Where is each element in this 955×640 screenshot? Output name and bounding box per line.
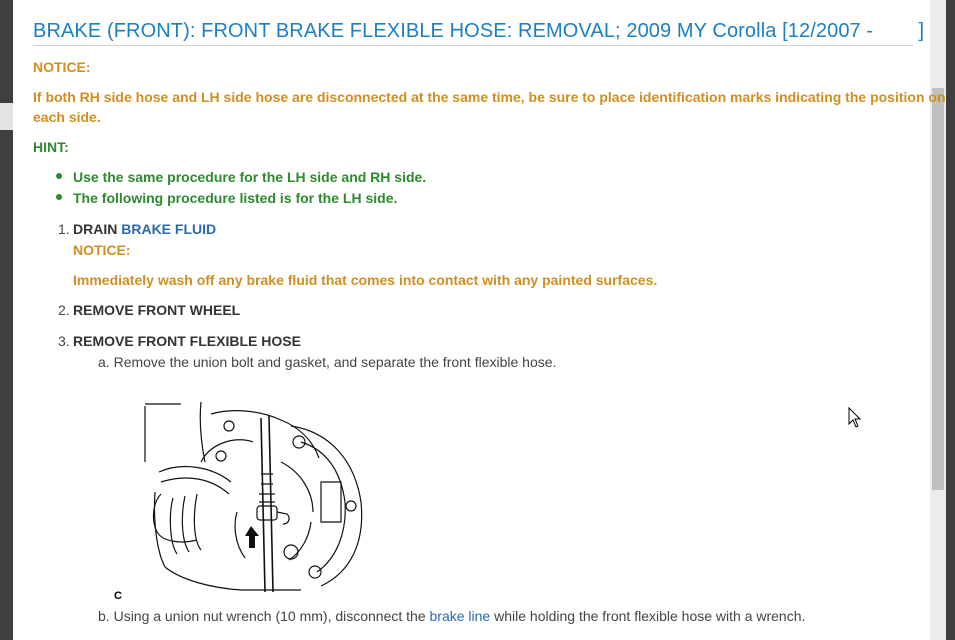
step-2-number: 2. <box>58 302 70 318</box>
substep-a-letter: a. <box>98 354 110 370</box>
substep-a-text: Remove the union bolt and gasket, and separate the front flexible hose. <box>113 354 557 370</box>
hint-item-2: The following procedure listed is for the LH side. <box>73 190 398 206</box>
brake-caliper-illustration <box>141 402 373 594</box>
step-1-number: 1. <box>58 221 70 237</box>
notice-text-line2: each side. <box>33 109 101 125</box>
step-1 <box>73 221 216 237</box>
brake-line-link[interactable]: brake line <box>429 608 491 624</box>
substep-a <box>98 354 556 370</box>
step-2-title: REMOVE FRONT WHEEL <box>73 302 241 318</box>
notice-label: NOTICE: <box>33 59 91 75</box>
notice-text-line1: If both RH side hose and LH side hose are disconnected at the same time, be sure to place identification marks indicating the position on <box>33 89 946 105</box>
mouse-cursor-icon <box>848 407 862 429</box>
document-content <box>13 0 946 640</box>
page-title: BRAKE (FRONT): FRONT BRAKE FLEXIBLE HOSE: REMOVAL; 2009 MY Corolla [12/2007 - ] <box>33 20 913 46</box>
substep-b <box>98 608 805 624</box>
frame-notch <box>0 103 13 130</box>
hint-item-1: Use the same procedure for the LH side and RH side. <box>73 169 427 185</box>
step-3-number: 3. <box>58 333 70 349</box>
substep-b-text-after: while holding the front flexible hose with a wrench. <box>494 608 806 624</box>
brake-fluid-link[interactable]: BRAKE FLUID <box>121 221 217 237</box>
step-1-notice-label: NOTICE: <box>73 242 131 258</box>
scrollbar-thumb[interactable] <box>932 88 944 490</box>
bullet-icon <box>56 194 62 200</box>
step-1-title: DRAIN <box>73 221 118 237</box>
window-frame-left <box>0 0 13 640</box>
substep-b-text-before: Using a union nut wrench (10 mm), disconnect the <box>113 608 426 624</box>
bullet-icon <box>56 173 62 179</box>
step-1-notice-text: Immediately wash off any brake fluid that comes into contact with any painted surfaces. <box>73 272 658 288</box>
step-3-title: REMOVE FRONT FLEXIBLE HOSE <box>73 333 301 349</box>
hint-label: HINT: <box>33 139 69 155</box>
substep-b-letter: b. <box>98 608 110 624</box>
figure-label: C <box>114 590 122 602</box>
